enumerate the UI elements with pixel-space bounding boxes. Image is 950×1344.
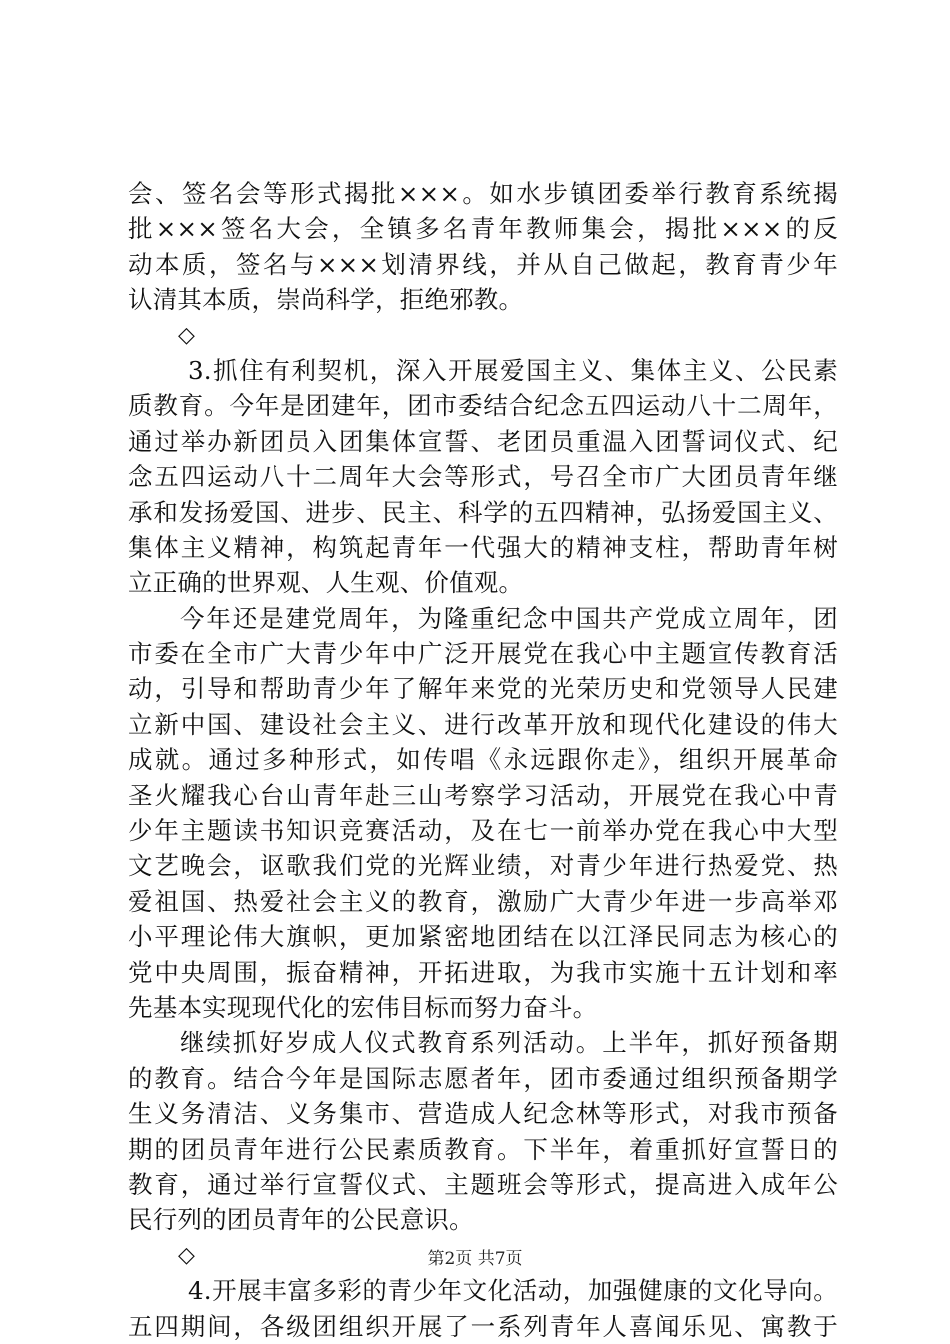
paragraph-start: 继续抓好岁成人仪式教育系列活动。上半年，抓好预备期 bbox=[180, 1028, 838, 1058]
text-line: 小平理论伟大旗帜，更加紧密地团结在以江泽民同志为核心的 bbox=[128, 922, 838, 952]
text-line: 党中央周围，振奋精神，开拓进取，为我市实施十五计划和率 bbox=[128, 957, 838, 987]
text-line: 批×××签名大会，全镇多名青年教师集会，揭批×××的反 bbox=[128, 214, 838, 244]
paragraph-start: 今年还是建党周年，为隆重纪念中国共产党成立周年，团 bbox=[180, 603, 838, 633]
section-heading-3: 3.抓住有利契机，深入开展爱国主义、集体主义、公民素 bbox=[188, 355, 838, 385]
text-line: 动本质，签名与×××划清界线，并从自己做起，教育青少年 bbox=[128, 249, 838, 279]
diamond-separator: ◇ bbox=[178, 322, 196, 348]
text-line: 承和发扬爱国、进步、民主、科学的五四精神，弘扬爱国主义、 bbox=[128, 497, 838, 527]
page-number-footer: 第2页 共7页 bbox=[427, 1249, 523, 1269]
text-line: 的教育。结合今年是国际志愿者年，团市委通过组织预备期学 bbox=[128, 1063, 838, 1093]
text-line: 成就。通过多种形式，如传唱《永远跟你走》，组织开展革命 bbox=[128, 745, 838, 775]
section-heading-4: 4.开展丰富多彩的青少年文化活动，加强健康的文化导向。 bbox=[188, 1276, 838, 1306]
text-line: 五四期间，各级团组织开展了一系列青年人喜闻乐见、寓教于 bbox=[128, 1311, 838, 1341]
text-line: 立新中国、建设社会主义、进行改革开放和现代化建设的伟大 bbox=[128, 709, 838, 739]
text-line: 爱祖国、热爱社会主义的教育，激励广大青少年进一步高举邓 bbox=[128, 886, 838, 916]
text-line: 市委在全市广大青少年中广泛开展党在我心中主题宣传教育活 bbox=[128, 639, 838, 669]
text-line: 会、签名会等形式揭批×××。如水步镇团委举行教育系统揭 bbox=[128, 179, 838, 208]
text-line: 期的团员青年进行公民素质教育。下半年，着重抓好宣誓日的 bbox=[128, 1134, 838, 1164]
text-line: 生义务清洁、义务集市、营造成人纪念林等形式，对我市预备 bbox=[128, 1099, 838, 1129]
text-line: 念五四运动八十二周年大会等形式，号召全市广大团员青年继 bbox=[128, 462, 838, 492]
text-line: 圣火耀我心台山青年赴三山考察学习活动，开展党在我心中青 bbox=[128, 780, 838, 810]
body-text bbox=[128, 176, 838, 1344]
text-line: 文艺晚会，讴歌我们党的光辉业绩，对青少年进行热爱党、热 bbox=[128, 851, 838, 881]
text-line: 立正确的世界观、人生观、价值观。 bbox=[128, 568, 524, 598]
text-line: 民行列的团员青年的公民意识。 bbox=[128, 1205, 474, 1235]
text-line: 质教育。今年是团建年，团市委结合纪念五四运动八十二周年， bbox=[128, 391, 838, 421]
text-line: 集体主义精神，构筑起青年一代强大的精神支柱，帮助青年树 bbox=[128, 532, 838, 562]
text-line: 教育，通过举行宣誓仪式、主题班会等形式，提高进入成年公 bbox=[128, 1169, 838, 1199]
text-line: 少年主题读书知识竞赛活动，及在七一前举办党在我心中大型 bbox=[128, 816, 838, 846]
text-line: 通过举办新团员入团集体宣誓、老团员重温入团誓词仪式、纪 bbox=[128, 426, 838, 456]
text-line: 动，引导和帮助青少年了解年来党的光荣历史和党领导人民建 bbox=[128, 674, 838, 704]
diamond-separator: ◇ bbox=[178, 1242, 196, 1268]
text-line: 认清其本质，崇尚科学，拒绝邪教。 bbox=[128, 285, 524, 315]
text-line: 先基本实现现代化的宏伟目标而努力奋斗。 bbox=[128, 992, 598, 1022]
